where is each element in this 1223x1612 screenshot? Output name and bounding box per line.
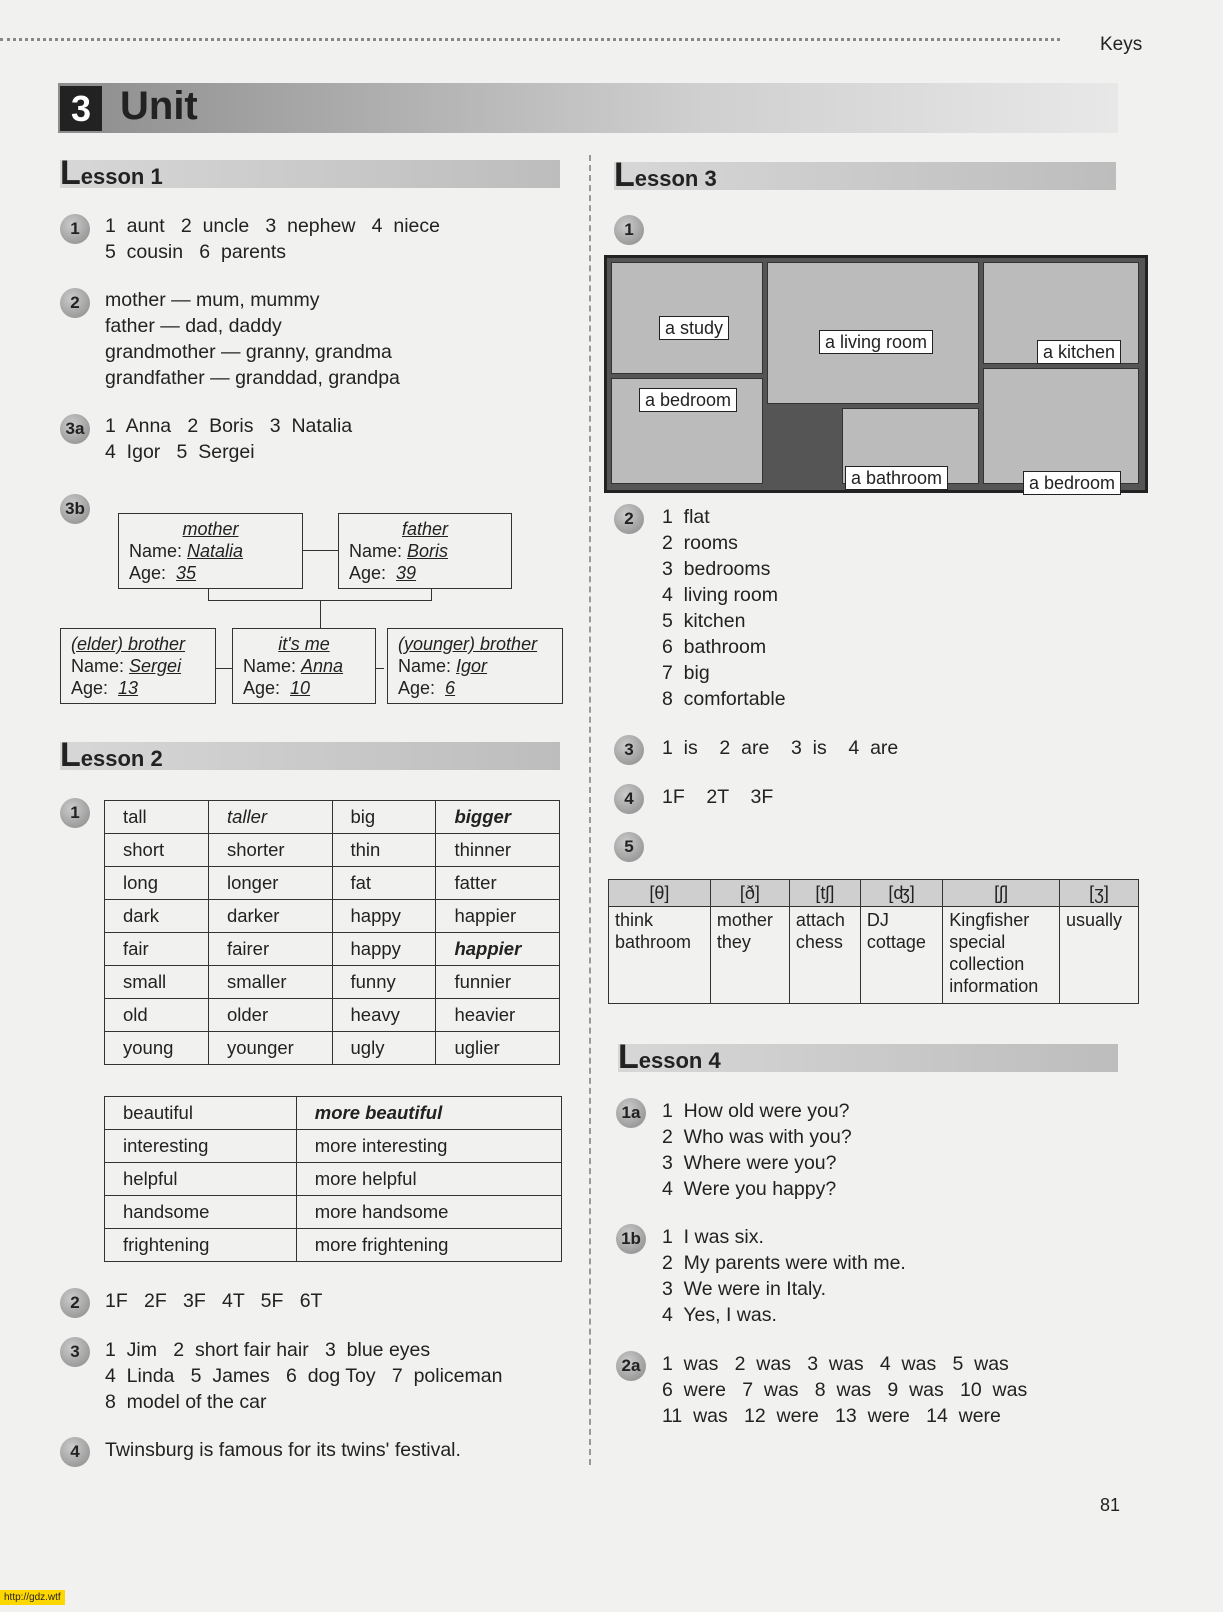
room-label: a bedroom: [1023, 471, 1121, 495]
answer-text: 1 How old were you? 2 Who was with you? 3 Where were you? 4 Were you happy?: [662, 1100, 852, 1200]
word-cell: mother they: [710, 907, 789, 1004]
word-cell: usually: [1060, 907, 1139, 1004]
lesson-3-heading: Lesson 3: [614, 162, 1116, 190]
table-cell: fat: [332, 867, 436, 900]
table-cell: fatter: [436, 867, 560, 900]
room-label: a study: [659, 316, 729, 340]
exercise-number: 1b: [616, 1224, 646, 1254]
comparatives-table: [104, 800, 560, 1065]
table-cell: ugly: [332, 1032, 436, 1065]
phoneme-header: [tʃ]: [789, 880, 860, 907]
table-cell: younger: [208, 1032, 332, 1065]
table-row: [105, 801, 560, 834]
table-cell: longer: [208, 867, 332, 900]
table-row: [105, 933, 560, 966]
table-cell: older: [208, 999, 332, 1032]
table-cell: beautiful: [105, 1097, 297, 1130]
table-cell: old: [105, 999, 209, 1032]
exercise-number: 4: [614, 784, 644, 814]
room-label: a bathroom: [845, 466, 948, 490]
word-cell: attach chess: [789, 907, 860, 1004]
word-cell: Kingfisher special collection information: [943, 907, 1060, 1004]
exercise-number: 2a: [616, 1351, 646, 1381]
table-cell: interesting: [105, 1130, 297, 1163]
page-number: 81: [1100, 1495, 1121, 1515]
exercise-number: 3: [614, 735, 644, 765]
table-cell: thin: [332, 834, 436, 867]
dotted-rule: [0, 38, 1060, 41]
floor-plan-image: [604, 255, 1148, 493]
table-cell: tall: [105, 801, 209, 834]
table-cell: young: [105, 1032, 209, 1065]
table-row: [105, 999, 560, 1032]
answer-text: 1 Anna 2 Boris 3 Natalia 4 Igor 5 Sergei: [105, 415, 353, 463]
table-row: [105, 900, 560, 933]
exercise-number: 3: [60, 1337, 90, 1367]
exercise-number: 2: [614, 504, 644, 534]
answer-text: mother — mum, mummy father — dad, daddy grandmother — granny, grandma grandfather — granddad, grandpa: [105, 289, 400, 389]
answer-text: 1 flat 2 rooms 3 bedrooms 4 living room 5 kitchen 6 bathroom 7 big 8 comfortable: [662, 506, 786, 710]
exercise-number: 2: [60, 1288, 90, 1318]
exercise-number: 1: [60, 798, 90, 828]
table-cell: big: [332, 801, 436, 834]
table-cell: thinner: [436, 834, 560, 867]
table-row: [105, 867, 560, 900]
table-cell: happier: [436, 900, 560, 933]
table-cell: long: [105, 867, 209, 900]
unit-number: 3: [60, 86, 102, 131]
table-cell: funny: [332, 966, 436, 999]
table-cell: funnier: [436, 966, 560, 999]
unit-banner: [58, 83, 1118, 133]
running-header: Keys: [1100, 34, 1143, 55]
exercise-number: 3a: [60, 414, 90, 444]
table-header-row: [609, 880, 1139, 907]
table-cell: helpful: [105, 1163, 297, 1196]
family-box-mother: mother Name: Natalia Age: 35: [118, 513, 303, 589]
table-row: [105, 1032, 560, 1065]
table-cell: happier: [436, 933, 560, 966]
exercise-number: 4: [60, 1437, 90, 1467]
table-row: [105, 1097, 562, 1130]
table-cell: handsome: [105, 1196, 297, 1229]
source-url: http://gdz.wtf: [0, 1590, 65, 1605]
answer-text: 1 is 2 are 3 is 4 are: [662, 737, 899, 759]
answer-text: 1 Jim 2 short fair hair 3 blue eyes 4 Linda 5 James 6 dog Toy 7 policeman 8 model of the car: [105, 1339, 503, 1413]
exercise-number: 2: [60, 288, 90, 318]
exercise-number: 3b: [60, 494, 90, 524]
table-cell: shorter: [208, 834, 332, 867]
phoneme-header: [ʒ]: [1060, 880, 1139, 907]
family-box-elder-brother: (elder) brother Name: Sergei Age: 13: [60, 628, 216, 704]
table-cell: heavier: [436, 999, 560, 1032]
phonetics-table: [608, 879, 1139, 1004]
lesson-4-heading: Lesson 4: [618, 1044, 1118, 1072]
table-cell: heavy: [332, 999, 436, 1032]
table-row: [105, 1229, 562, 1262]
family-box-younger-brother: (younger) brother Name: Igor Age: 6: [387, 628, 563, 704]
exercise-number: 1: [614, 215, 644, 245]
table-row: [105, 966, 560, 999]
table-cell: more frightening: [296, 1229, 561, 1262]
table-cell: small: [105, 966, 209, 999]
table-cell: happy: [332, 933, 436, 966]
phoneme-header: [ʃ]: [943, 880, 1060, 907]
table-row: [105, 1130, 562, 1163]
answer-text: 1F 2F 3F 4T 5F 6T: [105, 1290, 323, 1312]
exercise-number: 1a: [616, 1098, 646, 1128]
room-label: a kitchen: [1037, 340, 1121, 364]
table-cell: more helpful: [296, 1163, 561, 1196]
table-cell: frightening: [105, 1229, 297, 1262]
table-cell: more beautiful: [296, 1097, 561, 1130]
answer-text: 1 aunt 2 uncle 3 nephew 4 niece 5 cousin 6 parents: [105, 215, 440, 263]
lesson-1-heading: Lesson 1: [60, 160, 560, 188]
phoneme-header: [ð]: [710, 880, 789, 907]
table-cell: bigger: [436, 801, 560, 834]
answer-text: 1 I was six. 2 My parents were with me. 3 We were in Italy. 4 Yes, I was.: [662, 1226, 906, 1326]
table-cell: happy: [332, 900, 436, 933]
table-cell: smaller: [208, 966, 332, 999]
table-row: [105, 1196, 562, 1229]
table-cell: fair: [105, 933, 209, 966]
table-cell: fairer: [208, 933, 332, 966]
column-divider: [589, 155, 591, 1465]
table-cell: uglier: [436, 1032, 560, 1065]
table-row: [609, 907, 1139, 1004]
family-box-father: father Name: Boris Age: 39: [338, 513, 512, 589]
family-box-me: it's me Name: Anna Age: 10: [232, 628, 376, 704]
table-cell: more handsome: [296, 1196, 561, 1229]
word-cell: think bathroom: [609, 907, 711, 1004]
exercise-number: 1: [60, 214, 90, 244]
word-cell: DJ cottage: [860, 907, 942, 1004]
phoneme-header: [θ]: [609, 880, 711, 907]
table-row: [105, 1163, 562, 1196]
table-cell: dark: [105, 900, 209, 933]
exercise-number: 5: [614, 832, 644, 862]
lesson-2-heading: Lesson 2: [60, 742, 560, 770]
unit-title: Unit: [120, 84, 198, 128]
table-row: [105, 834, 560, 867]
phoneme-header: [ʤ]: [860, 880, 942, 907]
answer-text: 1 was 2 was 3 was 4 was 5 was 6 were 7 was 8 was 9 was 10 was 11 was 12 were 13 were 14 were: [662, 1353, 1028, 1427]
table-cell: more interesting: [296, 1130, 561, 1163]
table-cell: darker: [208, 900, 332, 933]
table-cell: short: [105, 834, 209, 867]
more-comparatives-table: [104, 1096, 562, 1262]
room-label: a living room: [819, 330, 933, 354]
tree-line: [320, 600, 321, 628]
answer-text: 1F 2T 3F: [662, 786, 774, 808]
room-label: a bedroom: [639, 388, 737, 412]
table-cell: taller: [208, 801, 332, 834]
tree-line: [302, 550, 338, 551]
answer-text: Twinsburg is famous for its twins' festival.: [105, 1439, 461, 1461]
